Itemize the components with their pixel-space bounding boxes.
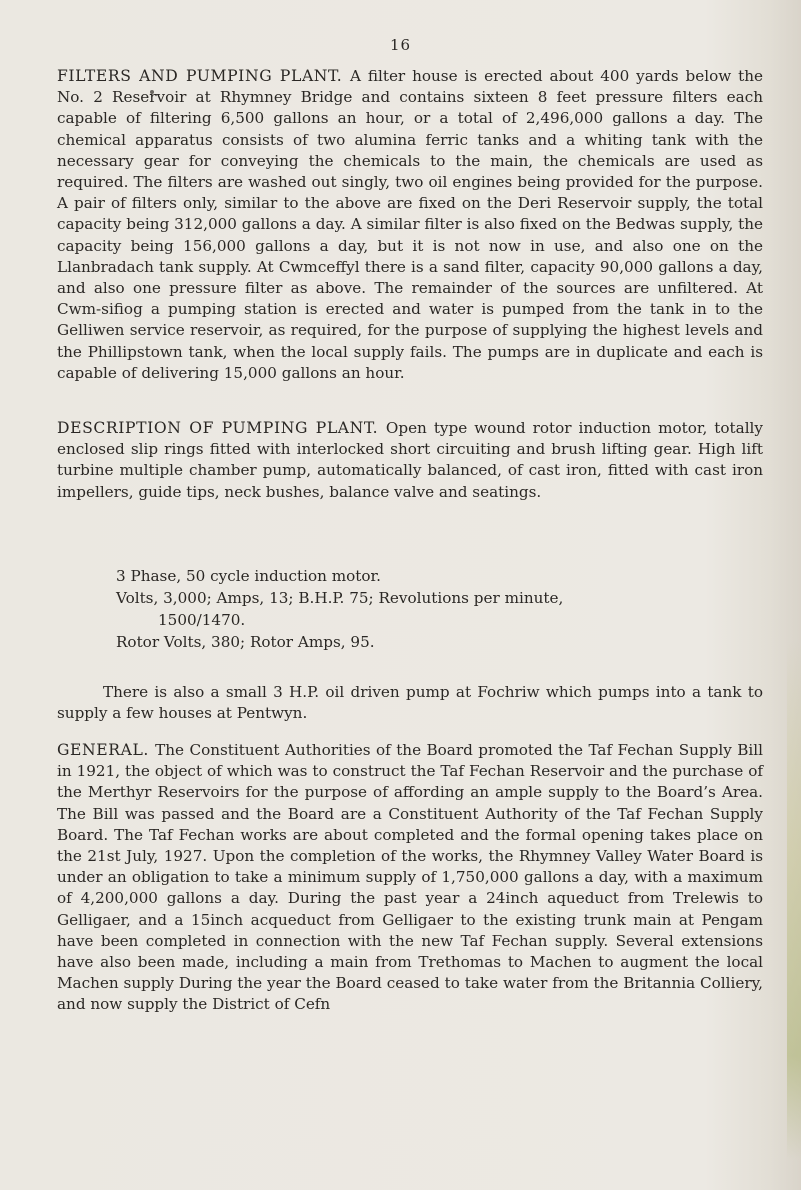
paragraph-oil-driven-pump [57, 682, 763, 724]
spec-line: Rotor Volts, 380; Rotor Amps, 95. [116, 633, 375, 651]
heading-general: GENERAL. [57, 741, 156, 759]
body-filters-and-pumping-plant: A filter house is erected about 400 yards below the No. 2 Reservoir at Rhymney Bridge and contains sixteen 8 feet pressure filters each capable of filtering 6,500 gallons an hour, or a total of 2,496,000 gallons a day. The chemical apparatus consists of two alumina ferric tanks and a whiting tank with the necessary gear for conveying the chemicals to the main, the chemicals are used as required. The filters are washed out singly, two oil engines being provided for the purpose. A pair of filters only, similar to the above are fixed on the Deri Reservoir supply, the total capacity being 312,000 gallons a day. A similar filter is also fixed on the Bedwas supply, the capacity being 156,000 gallons a day, but it is not now in use, and also one on the Llanbradach tank supply. At Cwmceffyl there is a sand filter, capacity 90,000 gallons a day, and also one pressure filter as above. The remainder of the sources are unfiltered. At Cwm-sifiog a pumping station is erected and water is pumped from the tank in to the Gelliwen service reservoir, as required, for the purpose of supplying the highest levels and the Phillipstown tank, when the local supply fails. The pumps are in duplicate and each is capable of delivering 15,000 gallons an hour. [57, 67, 763, 382]
paragraph-filters-and-pumping-plant [57, 66, 763, 384]
paragraph-general [57, 740, 763, 1016]
spec-line: 3 Phase, 50 cycle induction motor. [116, 567, 381, 585]
spec-line: Volts, 3,000; Amps, 13; B.H.P. 75; Revolutions per minute, [116, 589, 564, 607]
body-general: The Constituent Authorities of the Board promoted the Taf Fechan Supply Bill in 1921, the object of which was to construct the Taf Fechan Reservoir and the purchase of the Merthyr Reservoirs for the purpose of affording an ample supply to the Board’s Area. The Bill was passed and the Board are a Constituent Authority of the Taf Fechan Supply Board. The Taf Fechan works are about completed and the formal opening takes place on the 21st July, 1927. Upon the completion of the works, the Rhymney Valley Water Board is under an obligation to take a minimum supply of 1,750,000 gallons a day, with a maximum of 4,200,000 gallons a day. During the past year a 24inch aqueduct from Trelewis to Gelligaer, and a 15inch acqueduct from Gelligaer to the existing trunk main at Pengam have been completed in connection with the new Taf Fechan supply. Several extensions have also been made, including a main from Trethomas to Machen to augment the local Machen supply During the year the Board ceased to take water from the Britannia Colliery, and now supply the District of Cefn [57, 741, 763, 1014]
body-description-of-pumping-plant: Open type wound rotor induction motor, totally enclosed slip rings fitted with interlocked short circuiting and brush lifting gear. High lift turbine multiple chamber pump, automatically balanced, of cast iron, fitted with cast iron impellers, guide tips, neck bushes, balance valve and seatings. [57, 419, 763, 501]
spec-line: 1500/1470. [158, 611, 246, 629]
scan-edge-discoloration [787, 640, 801, 1160]
body-oil-driven-pump: There is also a small 3 H.P. oil driven pump at Fochriw which pumps into a tank to supply a few houses at Pentwyn. [57, 683, 763, 723]
page-number: 16 [389, 36, 412, 54]
motor-specifications [116, 565, 756, 653]
heading-description-of-pumping-plant: DESCRIPTION OF PUMPING PLANT. [57, 419, 386, 437]
paragraph-description-of-pumping-plant [57, 418, 763, 503]
heading-filters-and-pumping-plant: FILTERS AND PUMPING PLANT. [57, 67, 350, 85]
